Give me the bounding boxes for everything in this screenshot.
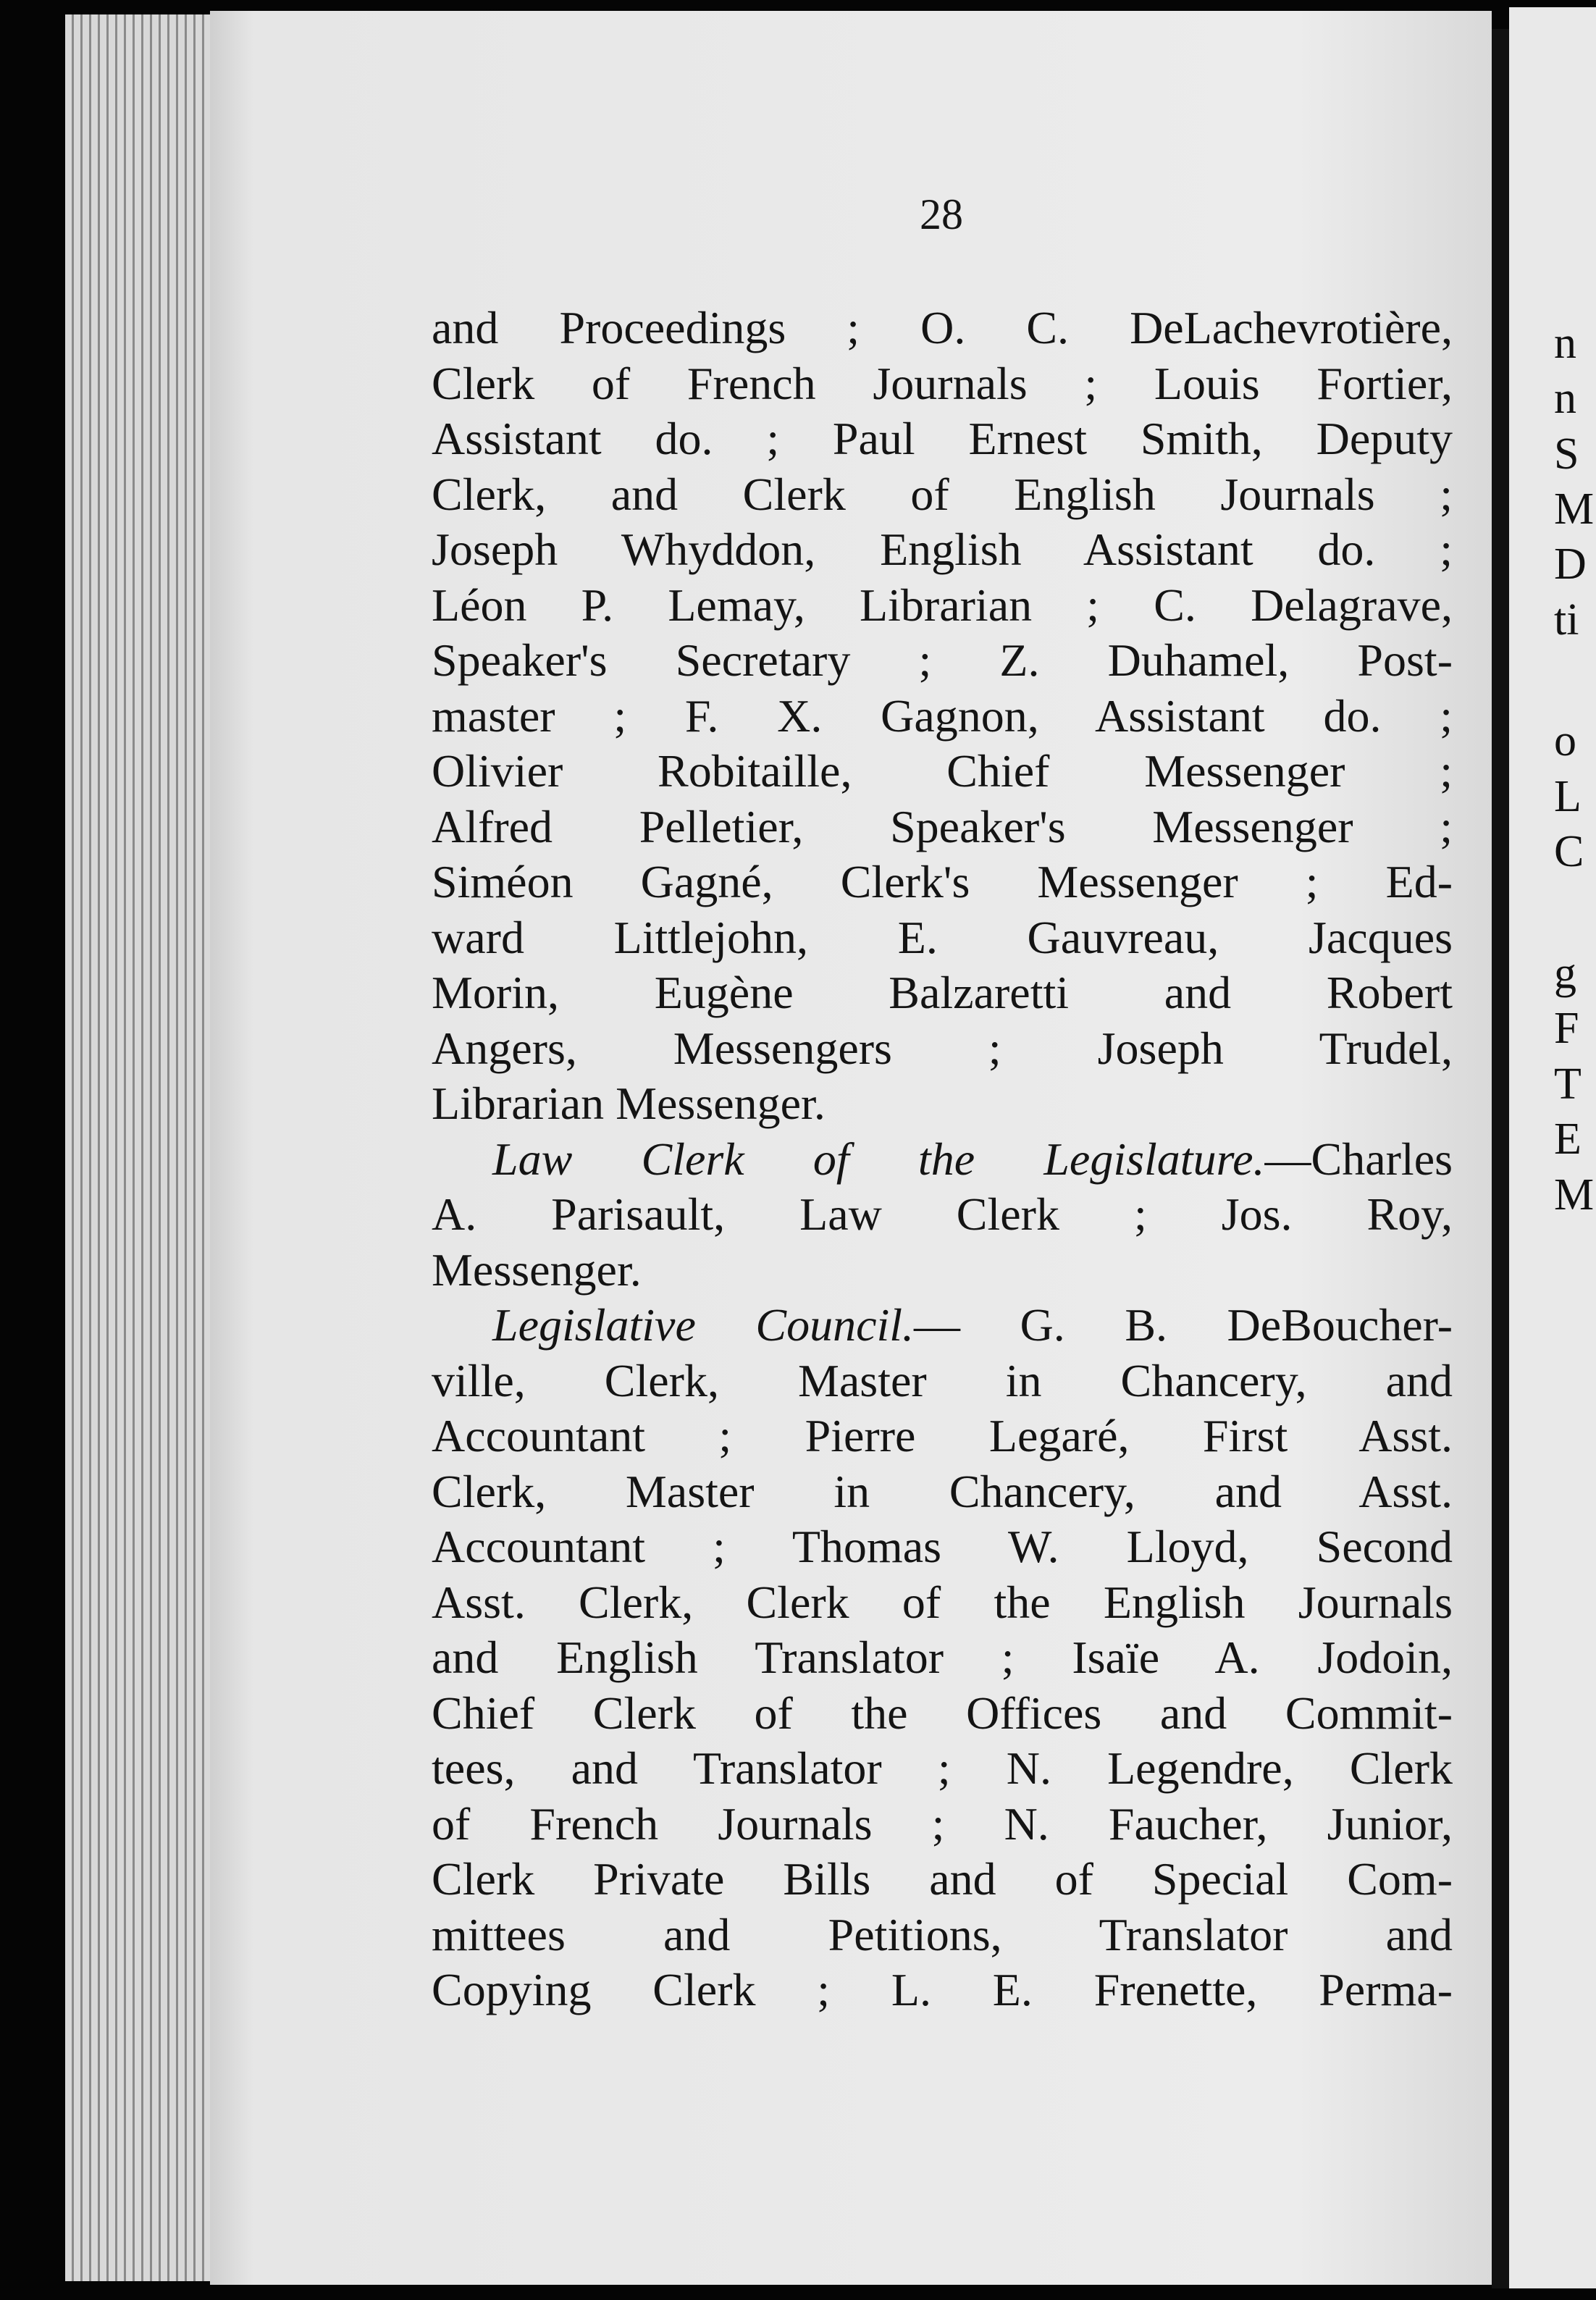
text-line: Messenger. — [432, 1243, 642, 1296]
text-line: Léon P. Lemay, Librarian ; C. Delagrave, — [432, 579, 1453, 631]
text-line: tees, and Translator ; N. Legendre, Clerk — [432, 1742, 1453, 1794]
text-line: of French Journals ; N. Faucher, Junior, — [432, 1797, 1453, 1850]
text-line: Angers, Messengers ; Joseph Trudel, — [432, 1022, 1453, 1074]
text-line: Morin, Eugène Balzaretti and Robert — [432, 967, 1453, 1018]
facing-fragment: o — [1554, 716, 1576, 765]
text-line: ward Littlejohn, E. Gauvreau, Jacques — [432, 911, 1453, 963]
paragraph-house-officers — [432, 301, 1453, 1132]
text-line: Olivier Robitaille, Chief Messenger ; — [432, 745, 1453, 797]
facing-fragment: E — [1554, 1115, 1582, 1164]
text-line: Assistant do. ; Paul Ernest Smith, Deputy — [432, 413, 1453, 464]
section-heading-legislative-council: Legislative Council. — [492, 1299, 915, 1351]
facing-fragment: S — [1554, 429, 1579, 479]
page-body-text — [432, 301, 1453, 2018]
text-line: Accountant ; Thomas W. Lloyd, Second — [432, 1521, 1453, 1572]
text-line: mittees and Petitions, Translator and — [432, 1908, 1453, 1960]
stacked-page-edges — [65, 14, 217, 2281]
facing-fragment: M — [1554, 1170, 1595, 1220]
text-line: A. Parisault, Law Clerk ; Jos. Roy, — [432, 1188, 1453, 1240]
facing-fragment: T — [1554, 1059, 1582, 1109]
text-line: Alfred Pelletier, Speaker's Messenger ; — [432, 800, 1453, 852]
facing-fragment: C — [1554, 827, 1584, 876]
text-line: and English Translator ; Isaïe A. Jodoin, — [432, 1632, 1453, 1683]
facing-fragment: n — [1554, 374, 1576, 423]
paragraph-legislative-council — [432, 1298, 1453, 2018]
text-line: ville, Clerk, Master in Chancery, and — [432, 1354, 1453, 1406]
facing-fragment: M — [1554, 484, 1595, 534]
text-line: Siméon Gagné, Clerk's Messenger ; Ed- — [432, 856, 1453, 907]
text-line — [432, 1132, 1453, 1188]
text-line: master ; F. X. Gagnon, Assistant do. ; — [432, 689, 1453, 742]
text-run: —Charles — [1264, 1133, 1453, 1185]
text-line — [432, 1298, 1453, 1353]
text-line: Speaker's Secretary ; Z. Duhamel, Post- — [432, 634, 1453, 686]
text-line: Joseph Whyddon, English Assistant do. ; — [432, 524, 1453, 575]
paragraph-law-clerk — [432, 1132, 1453, 1298]
text-line: and Proceedings ; O. C. DeLachevrotière, — [432, 302, 1453, 353]
text-line: Clerk Private Bills and of Special Com- — [432, 1853, 1453, 1905]
text-line: Librarian Messenger. — [432, 1078, 826, 1129]
section-heading-law-clerk: Law Clerk of the Legislature. — [492, 1133, 1265, 1185]
book-gutter — [1492, 29, 1509, 2288]
text-line: Accountant ; Pierre Legaré, First Asst. — [432, 1410, 1453, 1461]
text-line: Copying Clerk ; L. E. Frenette, Perma- — [432, 1964, 1453, 2015]
facing-fragment: F — [1554, 1004, 1579, 1053]
text-run: — G. B. DeBoucher- — [914, 1299, 1453, 1351]
facing-fragment: L — [1554, 772, 1582, 821]
text-line: Asst. Clerk, Clerk of the English Journals — [432, 1576, 1453, 1628]
text-line: Clerk, Master in Chancery, and Asst. — [432, 1465, 1453, 1517]
facing-fragment: D — [1554, 540, 1587, 589]
text-line: Chief Clerk of the Offices and Commit- — [432, 1687, 1453, 1739]
text-line: Clerk of French Journals ; Louis Fortier, — [432, 357, 1453, 409]
text-line: Clerk, and Clerk of English Journals ; — [432, 468, 1453, 520]
facing-fragment: ti — [1554, 595, 1579, 645]
page-number: 28 — [920, 190, 963, 238]
facing-fragment: g — [1554, 949, 1576, 998]
facing-fragment: n — [1554, 319, 1576, 368]
